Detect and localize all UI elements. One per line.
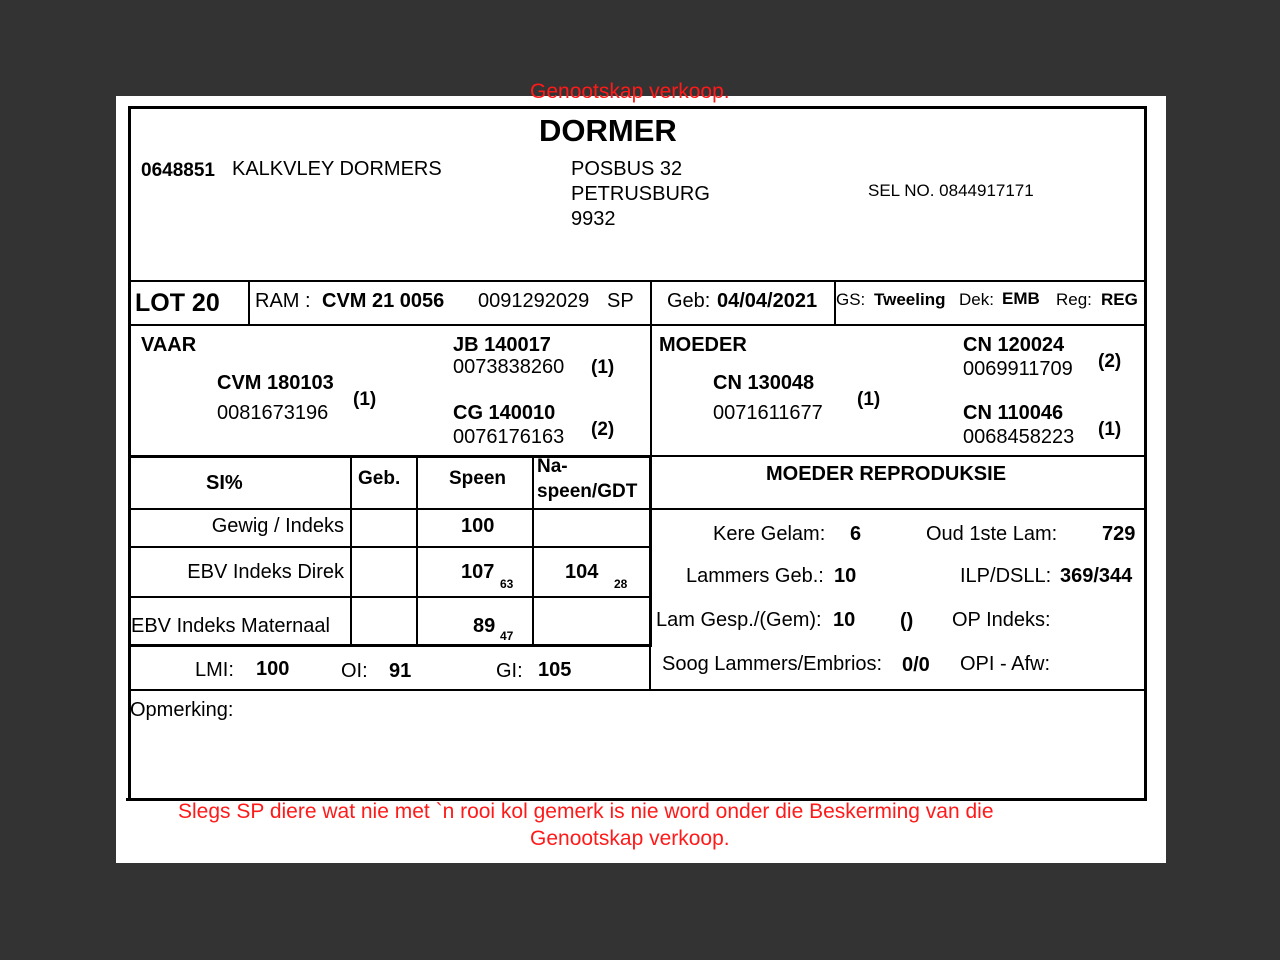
row-direk-speen: 107 [461,561,495,583]
breed-title: DORMER [539,113,677,148]
stud-name: KALKVLEY DORMERS [232,158,442,180]
lot-sheet [116,80,1166,863]
dam-reg: 0071611677 [713,402,823,424]
phone-number: SEL NO. 0844917171 [868,181,1034,200]
gs-value: Tweeling [874,290,946,309]
member-number: 0648851 [141,160,215,181]
address-line-1: POSBUS 32 [571,158,683,180]
birth-date: 04/04/2021 [717,290,818,312]
dek-value: EMB [1002,289,1040,308]
row-direk-na: 104 [565,561,599,583]
row-maternaal-label: EBV Indeks Maternaal [131,615,330,637]
dam-sire-gen: (2) [1098,351,1122,372]
row-maternaal-speen-acc: 47 [500,629,514,643]
line-index-bottom [128,689,1147,691]
dam-sire-reg: 0069911709 [963,358,1073,380]
ilp-value: 369/344 [1060,565,1133,587]
oud-label: Oud 1ste Lam: [926,523,1058,545]
remarks-label: Opmerking: [130,699,234,721]
perf-row1-line [128,508,650,510]
col-naspeen-2: speen/GDT [537,481,638,502]
kere-label: Kere Gelam: [713,523,826,545]
line-index-mid [649,646,651,690]
perf-right [649,455,652,647]
dam-dam-gen: (1) [1098,419,1122,440]
col-si: SI% [206,472,243,494]
sire-dam-id: CG 140010 [453,402,556,424]
sire-reg: 0081673196 [217,402,329,424]
oud-value: 729 [1102,523,1136,545]
row-direk-speen-acc: 63 [500,577,514,591]
soog-value: 0/0 [902,654,930,676]
line-lot-bottom [128,324,1147,326]
perf-col1-line [350,456,352,646]
op-label: OP Indeks: [952,609,1051,631]
perf-col3-line [532,456,534,646]
row-direk-na-acc: 28 [614,577,628,591]
footer-warning-line-2: Genootskap verkoop. [530,827,730,850]
dam-dam-id: CN 110046 [963,402,1064,424]
frame-top [128,106,1147,109]
repro-title: MOEDER REPRODUKSIE [766,463,1007,485]
gesp-value: 10 [833,609,856,631]
lammers-label: Lammers Geb.: [686,565,824,587]
sire-sire-gen: (1) [591,357,615,378]
frame-right [1144,106,1147,801]
perf-row2-line [128,546,650,548]
dam-label: MOEDER [659,334,747,356]
dam-gen: (1) [857,389,881,410]
dam-id: CN 130048 [713,372,815,394]
ram-id: CVM 21 0056 [322,290,445,312]
line-lot-v1 [248,280,250,324]
kere-value: 6 [850,523,862,545]
perf-bottom [128,644,652,647]
ram-class: SP [607,290,634,312]
perf-top [128,455,652,458]
row-gewig-speen: 100 [461,515,495,537]
oi-value: 91 [389,660,412,682]
lammers-value: 10 [834,565,857,587]
gs-label: GS: [836,290,866,309]
ram-label: RAM : [255,290,311,312]
sire-label: VAAR [141,334,197,356]
ram-reg-no: 0091292029 [478,290,590,312]
soog-label: Soog Lammers/Embrios: [662,653,883,675]
row-maternaal-speen: 89 [473,615,496,637]
perf-col2-line [416,456,418,646]
gesp-label: Lam Gesp./(Gem): [656,609,822,631]
dam-dam-reg: 0068458223 [963,426,1075,448]
sire-sire-id: JB 140017 [453,334,551,356]
gem-value: () [900,610,914,632]
sire-gen: (1) [353,389,377,410]
sire-dam-reg: 0076176163 [453,426,565,448]
dam-sire-id: CN 120024 [963,334,1065,356]
lmi-value: 100 [256,658,290,680]
address-line-2: PETRUSBURG [571,183,710,205]
address-line-3: 9932 [571,208,616,230]
perf-row3-line [128,596,650,598]
gi-value: 105 [538,659,572,681]
line-lot-top [128,280,1147,282]
row-direk-label: EBV Indeks Direk [187,561,344,583]
col-speen: Speen [449,468,507,489]
line-repro-title [650,508,1147,510]
oi-label: OI: [341,660,368,682]
sire-dam-gen: (2) [591,419,615,440]
reg-label: Reg: [1056,290,1092,309]
line-lot-v2 [650,280,652,324]
footer-warning-line-1: Slegs SP diere wat nie met `n rooi kol gemerk is nie word onder die Beskerming van die [178,800,994,823]
sire-id: CVM 180103 [217,372,334,394]
top-red-partial: Genootskap verkoop. [530,80,730,103]
line-pedigree-mid [650,324,652,456]
opi-label: OPI - Afw: [960,653,1051,675]
lmi-label: LMI: [195,659,234,681]
row-gewig-label: Gewig / Indeks [211,515,344,537]
col-geb: Geb. [358,468,401,489]
reg-value: REG [1101,290,1138,309]
sire-sire-reg: 0073838260 [453,356,565,378]
col-naspeen-1: Na- [537,456,568,477]
frame-left [128,106,131,801]
ilp-label: ILP/DSLL: [960,565,1052,587]
gi-label: GI: [496,660,523,682]
birth-label: Geb: [667,290,711,312]
dek-label: Dek: [959,290,994,309]
lot-number: LOT 20 [135,289,220,317]
